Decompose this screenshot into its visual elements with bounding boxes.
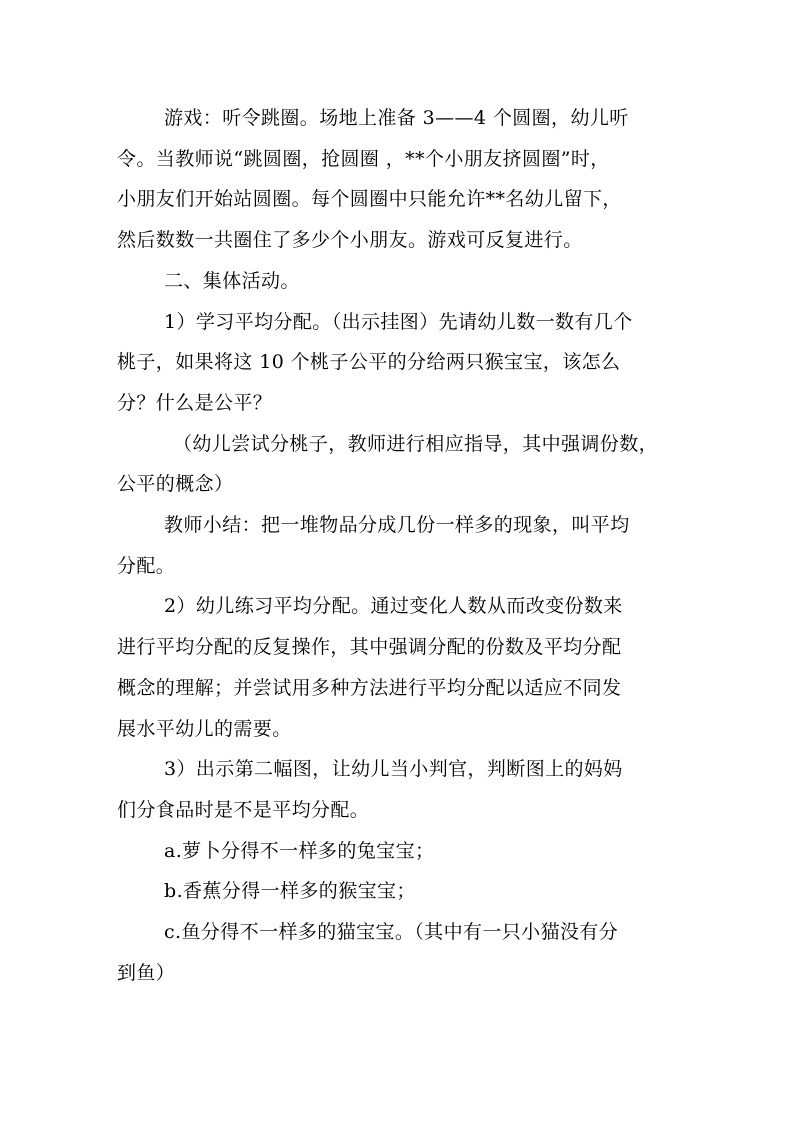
paragraph-game [117, 98, 683, 261]
text-line: 游戏：听令跳圈。场地上准备 3——4 个圆圈，幼儿听 [164, 107, 629, 129]
text-line: 令。当教师说“跳圆圈，抢圆圈 ，**个小朋友挤圆圈”时， [117, 147, 610, 170]
text-line: （幼儿尝试分桃子，教师进行相应指导，其中强调份数， [173, 432, 659, 455]
text-line: 1）学习平均分配。（出示挂图）先请幼儿数一数有几个 [164, 310, 633, 333]
paragraph-step-3 [117, 749, 683, 830]
text-line: 们分食品时是不是平均分配。 [117, 798, 370, 821]
list-item-a [117, 831, 683, 872]
text-line: 分？什么是公平？ [117, 391, 273, 414]
text-line: 公平的概念） [117, 473, 234, 496]
text-line: 2）幼儿练习平均分配。通过变化人数从而改变份数来 [164, 595, 623, 618]
text-line: 到鱼） [117, 961, 176, 984]
text-line: b.香蕉分得一样多的猴宝宝； [164, 880, 416, 903]
paragraph-step-1 [117, 302, 683, 424]
text-line: 分配。 [117, 554, 176, 577]
text-line: 小朋友们开始站圆圈。每个圆圈中只能允许**名幼儿留下， [117, 188, 622, 211]
paragraph-summary [117, 505, 683, 586]
text-line: a.萝卜分得不一样多的兔宝宝； [164, 839, 435, 862]
text-line: 教师小结：把一堆物品分成几份一样多的现象，叫平均 [164, 514, 630, 537]
text-line: 进行平均分配的反复操作，其中强调分配的份数及平均分配 [117, 636, 622, 659]
text-line: 3）出示第二幅图，让幼儿当小判官，判断图上的妈妈 [164, 758, 623, 781]
list-item-c [117, 912, 683, 993]
text-line: 展水平幼儿的需要。 [117, 717, 292, 740]
text-line: 概念的理解；并尝试用多种方法进行平均分配以适应不同发 [117, 676, 622, 699]
text-line: c.鱼分得不一样多的猫宝宝。（其中有一只小猫没有分 [164, 921, 619, 944]
text-line: 然后数数一共圈住了多少个小朋友。游戏可反复进行。 [117, 229, 583, 252]
paragraph-step-1-note [117, 424, 683, 505]
list-item-b [117, 871, 683, 912]
text-line: 二、集体活动。 [164, 269, 300, 292]
paragraph-step-2 [117, 586, 683, 749]
document-body [117, 98, 683, 993]
section-heading [117, 261, 683, 302]
text-line: 桃子，如果将这 10 个桃子公平的分给两只猴宝宝，该怎么 [117, 351, 621, 374]
